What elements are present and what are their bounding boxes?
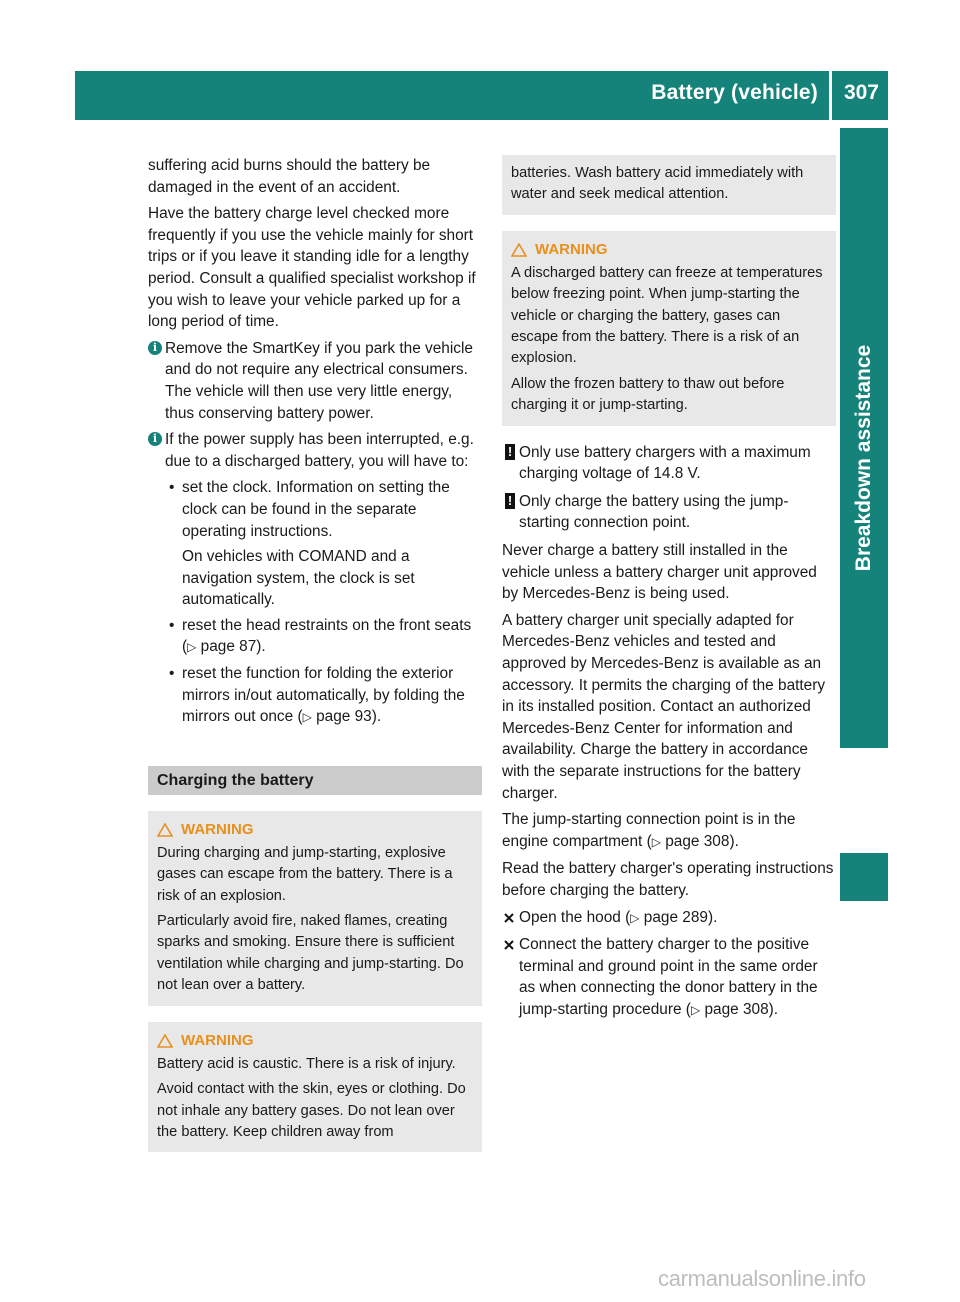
info-text: Remove the SmartKey if you park the vehicle and do not require any electrical consumers. The vehicle will then use very little energy, thus conserving battery power. [165, 339, 473, 422]
warning-text: Particularly avoid fire, naked flames, creating sparks and smoking. Ensure there is sufficient ventilation while charging and jump-starting. Do not lean over a battery. [157, 913, 464, 994]
paragraph: Never charge a battery still installed in the vehicle unless a battery charger unit approved by Mercedes-Benz is being used. [502, 542, 817, 603]
warning-title [511, 239, 828, 261]
warning-title [157, 1030, 474, 1052]
exclamation-icon: ! [505, 493, 515, 509]
page-reference[interactable]: page 93 [316, 708, 372, 726]
bullet-icon: • [169, 665, 175, 683]
info-text: If the power supply has been interrupted, e.g. due to a discharged battery, you will have to: [165, 431, 474, 470]
paragraph: Have the battery charge level checked more frequently if you use the vehicle mainly for short trips or if you leave it standing idle for a lengthy period. Consult a qualified specialist workshop if you wish to leave your vehicle parked up for a long period of time. [148, 205, 476, 331]
page-number: 307 [843, 81, 879, 104]
list-item-text: reset the head restraints on the front seats ( [182, 616, 472, 656]
list-item-text: ). [256, 638, 266, 656]
page-ref-arrow-icon: ▷ [630, 910, 640, 925]
warning-box [148, 811, 482, 1006]
step-text: Connect the battery charger to the positive terminal and ground point in the same order as when connecting the donor battery in the jump-starting procedure ( [519, 936, 818, 1018]
warning-text: Avoid contact with the skin, eyes or clothing. Do not inhale any battery gases. Do not lean over the battery. Keep children away from [157, 1081, 466, 1140]
list-item [148, 477, 482, 542]
instruction-step [502, 934, 836, 1021]
step-text: Open the hood ( [519, 908, 631, 926]
warning-text: A discharged battery can freeze at temperatures below freezing point. When jump-starting the vehicle or charging the battery, gases can escape from the battery. There is a risk of an explosion. [511, 264, 823, 367]
warning-label: WARNING [535, 241, 608, 259]
chapter-tab-label: Breakdown assistance [852, 344, 875, 572]
page-ref-arrow-icon: ▷ [302, 710, 312, 725]
paragraph-text: ). [729, 832, 739, 850]
list-item [148, 615, 482, 659]
instruction-step [502, 907, 836, 930]
page-ref-arrow-icon: ▷ [690, 1002, 701, 1017]
warning-text: During charging and jump-starting, explosive gases can escape from the battery. There is a risk of an explosion. [157, 844, 453, 904]
warning-text: batteries. Wash battery acid immediately with water and seek medical attention. [511, 165, 804, 203]
section-title: Battery (vehicle) [651, 81, 818, 104]
chapter-marker [840, 853, 888, 901]
step-text: ). [707, 908, 718, 926]
warning-text: Allow the frozen battery to thaw out before charging it or jump-starting. [511, 375, 785, 414]
page-reference[interactable]: page 289 [643, 908, 708, 926]
info-icon: i [148, 341, 162, 355]
page-reference[interactable]: page 308 [704, 1000, 769, 1018]
step-x-icon [504, 913, 514, 923]
bullet-icon: • [169, 479, 175, 497]
page-reference[interactable]: page 308 [665, 832, 730, 850]
page-ref-arrow-icon: ▷ [187, 640, 197, 655]
info-note [148, 338, 482, 424]
warning-triangle-icon [511, 243, 527, 257]
left-column [148, 155, 482, 1152]
info-note [148, 429, 482, 472]
step-text: ). [768, 1000, 779, 1018]
warning-triangle-icon [157, 823, 173, 837]
warning-box [148, 1022, 482, 1153]
info-icon: i [148, 432, 162, 446]
paragraph [502, 809, 836, 853]
caution-note [502, 491, 836, 534]
list-item-text: reset the function for folding the exterior mirrors in/out automatically, by folding the mirrors out once ( [182, 665, 465, 726]
exclamation-icon: ! [505, 444, 515, 460]
list-item [148, 663, 482, 729]
caution-text: Only charge the battery using the jump-starting connection point. [519, 492, 789, 532]
caution-text: Only use battery chargers with a maximum charging voltage of 14.8 V. [519, 443, 811, 483]
page-header [75, 71, 888, 120]
page-reference[interactable]: page 87 [200, 638, 257, 656]
paragraph: suffering acid burns should the battery be damaged in the event of an accident. [148, 157, 431, 196]
watermark: carmanualsonline.info [658, 1266, 866, 1291]
caution-note [502, 442, 836, 485]
paragraph: Read the battery charger's operating instructions before charging the battery. [502, 860, 834, 899]
warning-box [502, 231, 836, 426]
warning-box-continued [502, 155, 836, 215]
warning-label: WARNING [181, 1031, 254, 1049]
step-x-icon [504, 940, 514, 950]
header-separator [829, 71, 832, 120]
list-item-subtext: On vehicles with COMAND and a navigation system, the clock is set automatically. [182, 548, 415, 609]
paragraph-text: The jump-starting connection point is in the engine compartment ( [502, 811, 796, 850]
bullet-icon: • [169, 616, 175, 634]
list-item-text: set the clock. Information on setting the clock can be found in the separate operating instructions. [182, 479, 450, 540]
section-heading: Charging the battery [148, 766, 482, 795]
list-item-text: ). [371, 708, 382, 726]
paragraph: A battery charger unit specially adapted for Mercedes-Benz vehicles and tested and approved by Mercedes-Benz is available as an accessory. It permits the charging of the battery in its installed position. Contact an authorized Mercedes-Benz Center for information and availability. Charge the battery in accordance with the separate instructions for the battery charger. [502, 611, 826, 802]
chapter-tab [840, 128, 888, 748]
page-ref-arrow-icon: ▷ [651, 834, 661, 849]
warning-label: WARNING [181, 821, 254, 839]
warning-triangle-icon [157, 1034, 173, 1048]
warning-text: Battery acid is caustic. There is a risk of injury. [157, 1055, 456, 1072]
right-column [502, 155, 836, 1027]
warning-title [157, 819, 474, 841]
